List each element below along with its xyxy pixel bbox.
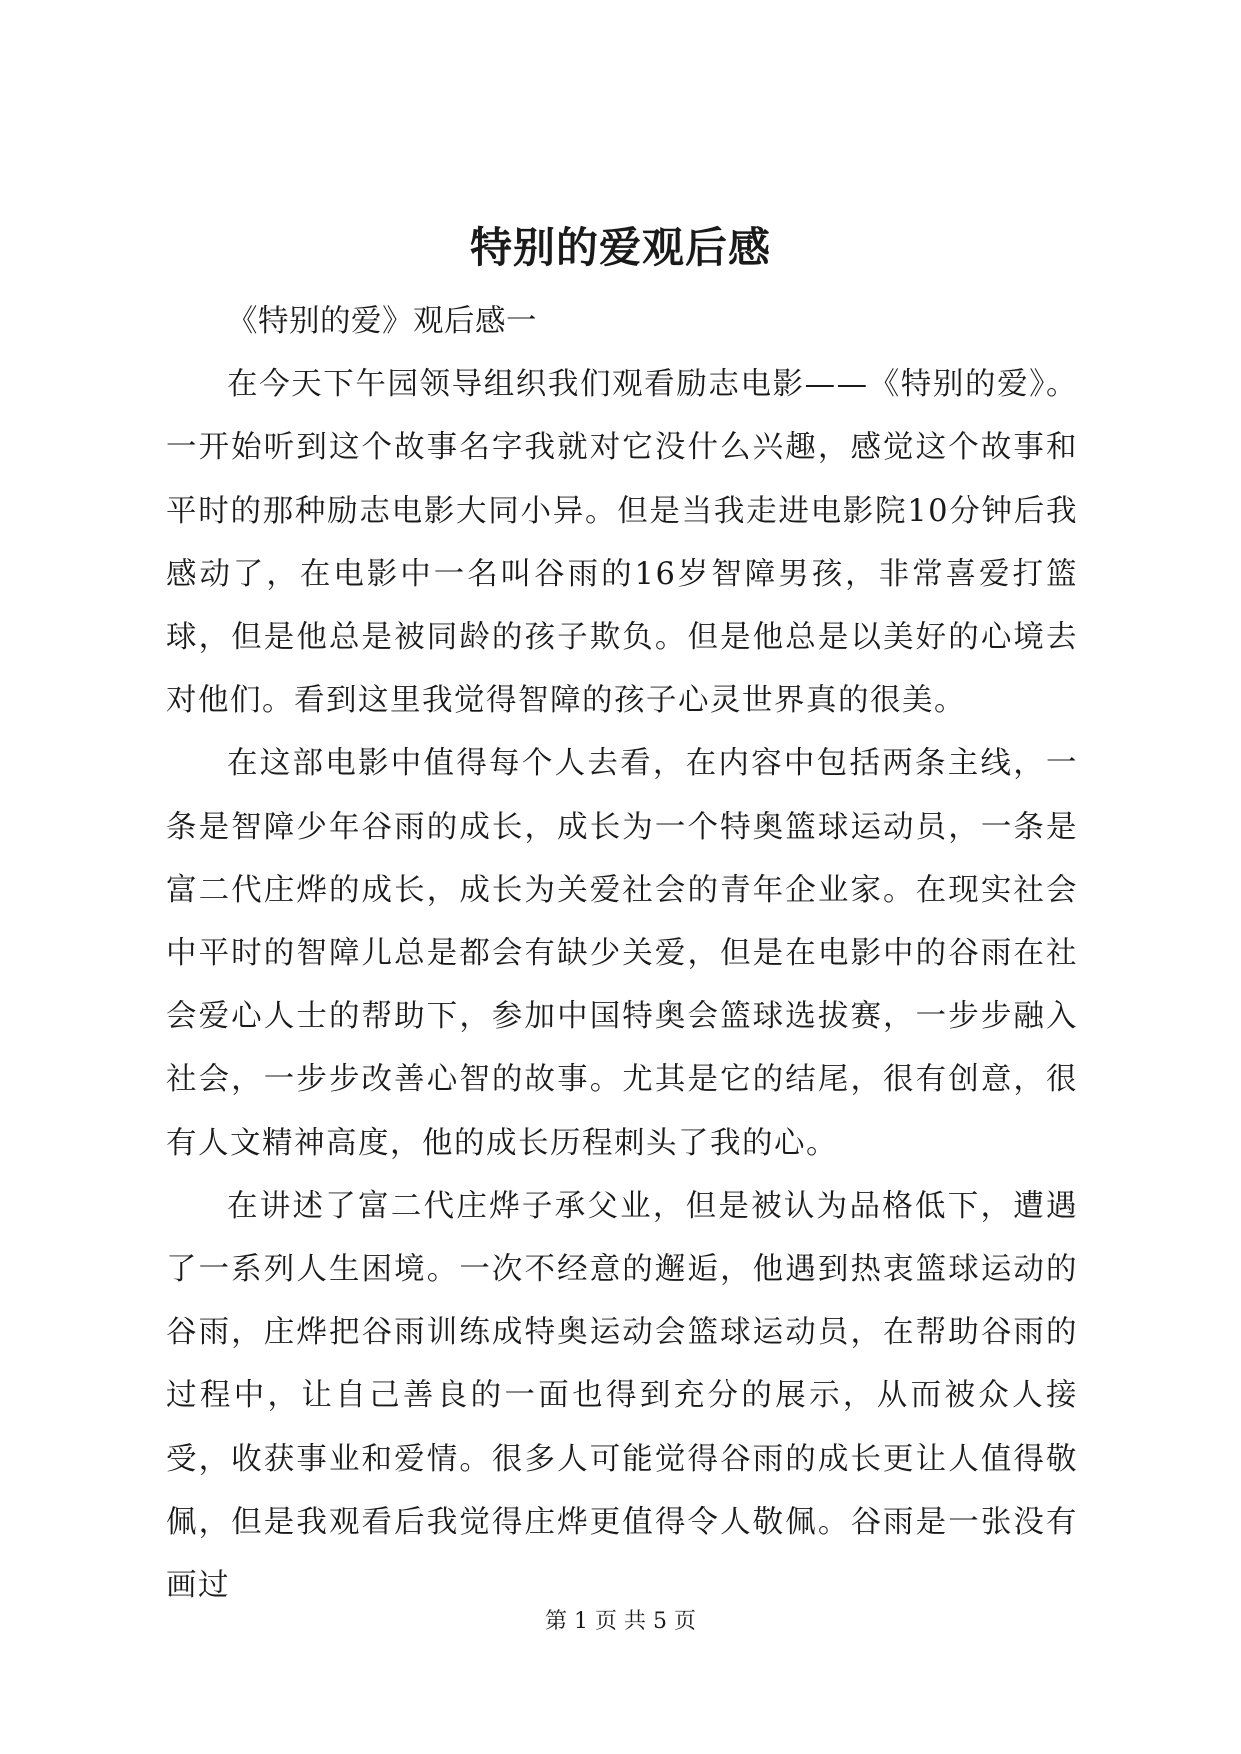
page-footer: 第 1 页 共 5 页 — [545, 1609, 696, 1634]
document-title: 特别的爱观后感 — [469, 223, 771, 272]
paragraph-2: 在这部电影中值得每个人去看，在内容中包括两条主线，一条是智障少年谷雨的成长，成长为一个特奥篮球运动员，一条是富二代庄烨的成长，成长为关爱社会的青年企业家。在现实社会中平时的智障儿总是都会有缺少关爱，但是在电影中的谷雨在社会爱心人士的帮助下，参加中国特奥会篮球选拔赛，一步步融入社会，一步步改善心智的故事。尤其是它的结尾，很有创意，很有人文精神高度，他的成长历程刺头了我的心。 — [166, 746, 1078, 1161]
paragraph-1: 在今天下午园领导组织我们观看励志电影——《特别的爱》。一开始听到这个故事名字我就对它没什么兴趣，感觉这个故事和平时的那种励志电影大同小异。但是当我走进电影院10分钟后我感动了，在电影中一名叫谷雨的16岁智障男孩，非常喜爱打篮球，但是他总是被同龄的孩子欺负。但是他总是以美好的心境去对他们。看到这里我觉得智障的孩子心灵世界真的很美。 — [166, 367, 1078, 719]
section-subheading: 《特别的爱》观后感一 — [227, 304, 537, 339]
paragraph-3: 在讲述了富二代庄烨子承父业，但是被认为品格低下，遭遇了一系列人生困境。一次不经意的邂逅，他遇到热衷篮球运动的谷雨，庄烨把谷雨训练成特奥运动会篮球运动员，在帮助谷雨的过程中，让自己善良的一面也得到充分的展示，从而被众人接受，收获事业和爱情。很多人可能觉得谷雨的成长更让人值得敬佩，但是我观看后我觉得庄烨更值得令人敬佩。谷雨是一张没有画过 — [166, 1188, 1078, 1604]
document-body — [166, 290, 1078, 1617]
